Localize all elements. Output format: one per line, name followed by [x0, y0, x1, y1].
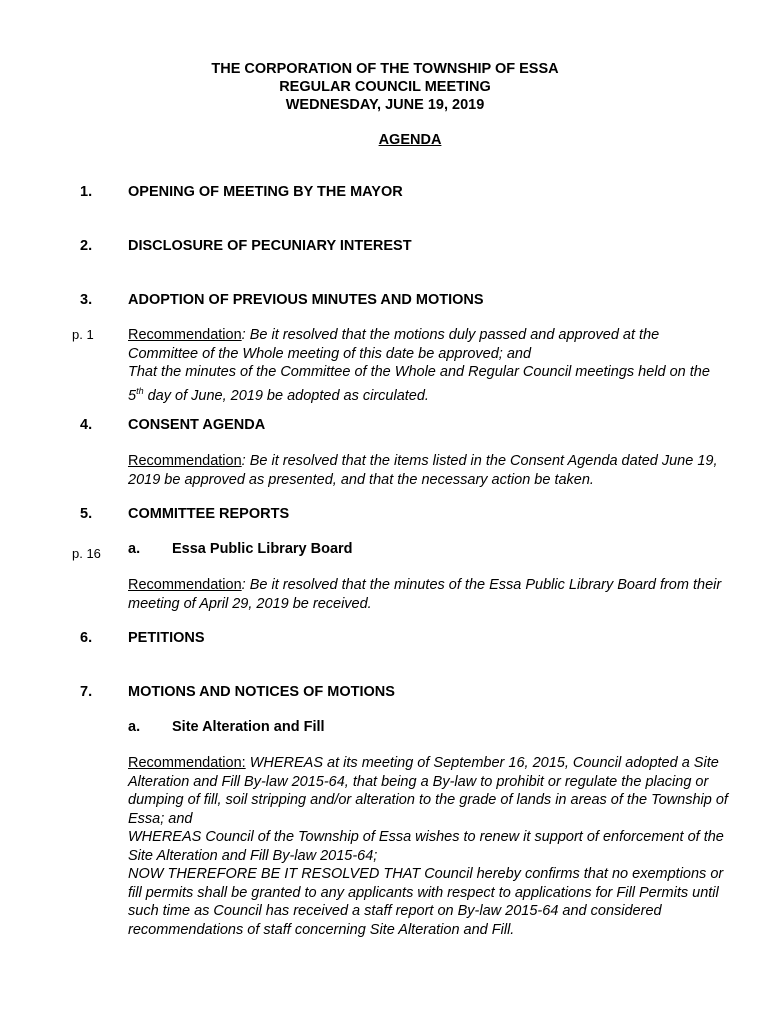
section-2-title: DISCLOSURE OF PECUNIARY INTEREST: [128, 238, 412, 254]
item-5a-recommendation: [128, 576, 728, 613]
item-5a-letter: a.: [128, 541, 141, 557]
section-1-title: OPENING OF MEETING BY THE MAYOR: [128, 184, 403, 200]
section-3-title: ADOPTION OF PREVIOUS MINUTES AND MOTIONS: [128, 292, 484, 308]
rec3-text1: : Be it resolved that the motions duly passed and approved at the Committee of the Whole meeting of this date be approved; and: [128, 327, 660, 362]
section-3-recommendation: [128, 326, 728, 405]
section-2-number: 2.: [80, 238, 93, 254]
header-date: WEDNESDAY, JUNE 19, 2019: [285, 97, 485, 113]
recommendation-label: Recommendation:: [128, 755, 246, 771]
rec7a-p3: NOW THEREFORE BE IT RESOLVED THAT Council hereby confirms that no exemptions or fill permits shall be granted to any applicants with respect to applications for Fill Permits until such time as Council has received a staff report on By-law 2015-64 and considered recommendations of staff concerning Site Alteration and Fill.: [128, 866, 724, 938]
recommendation-label: Recommendation: [128, 327, 242, 343]
rec3-text2b: day of June, 2019 be adopted as circulated.: [143, 387, 429, 404]
recommendation-label: Recommendation: [128, 577, 242, 593]
rec4-text: : Be it resolved that the items listed in the Consent Agenda dated June 19, 2019 be approved as presented, and that the necessary action be taken.: [128, 453, 718, 488]
header-corporation: THE CORPORATION OF THE TOWNSHIP OF ESSA: [211, 61, 559, 77]
section-6-number: 6.: [80, 630, 93, 646]
section-4-recommendation: [128, 452, 728, 489]
item-7a-title: Site Alteration and Fill: [172, 719, 325, 735]
section-5-number: 5.: [80, 506, 93, 522]
rec7a-p2: WHEREAS Council of the Township of Essa wishes to renew it support of enforcement of the Site Alteration and Fill By-law 2015-64;: [128, 829, 724, 864]
item-7a-letter: a.: [128, 719, 141, 735]
header-meeting-type: REGULAR COUNCIL MEETING: [279, 79, 491, 95]
page-ref-p1: p. 1: [72, 327, 94, 342]
item-7a-recommendation: [128, 754, 728, 939]
section-5-title: COMMITTEE REPORTS: [128, 506, 290, 522]
agenda-title: AGENDA: [378, 132, 442, 148]
rec5a-text: : Be it resolved that the minutes of the Essa Public Library Board from their meeting of April 29, 2019 be received.: [128, 577, 722, 612]
section-7-number: 7.: [80, 684, 93, 700]
section-4-title: CONSENT AGENDA: [128, 417, 266, 433]
rec7a-p1: WHEREAS at its meeting of September 16, 2015, Council adopted a Site Alteration and Fill By-law 2015-64, that being a By-law to prohibit or regulate the placing or dumping of fill, soil stripping and/or alteration to the grade of lands in areas of the Township of Essa; and: [128, 755, 728, 827]
page-ref-p16: p. 16: [72, 546, 101, 561]
recommendation-label: Recommendation: [128, 453, 242, 469]
rec3-text2a: That the minutes of the Committee of the Whole and Regular Council meetings held on the 5: [128, 364, 710, 404]
section-1-number: 1.: [80, 184, 93, 200]
section-6-title: PETITIONS: [128, 630, 205, 646]
rec3-sup: th: [136, 385, 144, 396]
item-5a-title: Essa Public Library Board: [172, 541, 353, 557]
section-4-number: 4.: [80, 417, 93, 433]
section-7-title: MOTIONS AND NOTICES OF MOTIONS: [128, 684, 395, 700]
document-header: [0, 60, 770, 114]
section-3-number: 3.: [80, 292, 93, 308]
